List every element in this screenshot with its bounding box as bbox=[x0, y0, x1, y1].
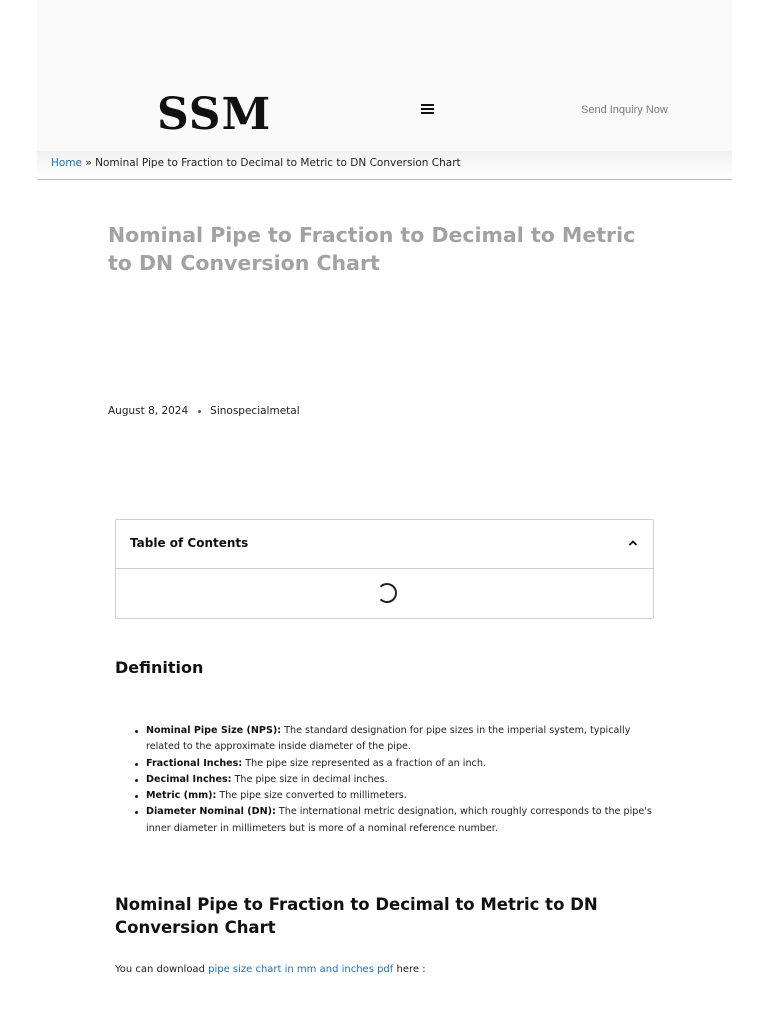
list-item bbox=[146, 804, 654, 837]
list-item-text: The pipe size represented as a fraction of an inch. bbox=[242, 757, 486, 769]
list-item-term: Fractional Inches: bbox=[146, 757, 243, 769]
meta-separator-dot bbox=[198, 410, 201, 413]
list-item bbox=[146, 788, 654, 804]
chevron-up-icon[interactable] bbox=[627, 537, 639, 549]
toc-header[interactable] bbox=[116, 520, 653, 569]
breadcrumb bbox=[37, 151, 732, 180]
list-item-text: The pipe size in decimal inches. bbox=[231, 773, 388, 785]
list-item-term: Diameter Nominal (DN): bbox=[146, 806, 276, 818]
list-item bbox=[146, 723, 654, 756]
list-item-text: The pipe size converted to millimeters. bbox=[216, 790, 407, 802]
definition-heading: Definition bbox=[115, 658, 204, 677]
spinner-icon bbox=[377, 583, 397, 603]
breadcrumb-separator: » bbox=[85, 157, 92, 169]
list-item-term: Nominal Pipe Size (NPS): bbox=[146, 725, 282, 736]
breadcrumb-home-link[interactable]: Home bbox=[51, 157, 83, 169]
site-logo[interactable]: SSM bbox=[157, 89, 272, 140]
table-of-contents bbox=[115, 519, 654, 619]
list-item bbox=[146, 772, 654, 788]
post-meta bbox=[108, 405, 300, 417]
breadcrumb-current: Nominal Pipe to Fraction to Decimal to Metric to DN Conversion Chart bbox=[95, 157, 461, 169]
list-item-term: Metric (mm): bbox=[146, 790, 217, 802]
send-inquiry-button[interactable]: Send Inquiry Now bbox=[581, 104, 668, 116]
toc-title: Table of Contents bbox=[130, 536, 249, 550]
list-item bbox=[146, 756, 654, 772]
post-author[interactable]: Sinospecialmetal bbox=[210, 405, 300, 417]
list-item-term: Decimal Inches: bbox=[146, 773, 232, 785]
download-suffix: here : bbox=[393, 964, 426, 975]
page-title: Nominal Pipe to Fraction to Decimal to Metric to DN Conversion Chart bbox=[108, 223, 636, 275]
definition-list bbox=[146, 723, 654, 837]
hamburger-icon[interactable] bbox=[417, 99, 437, 119]
conversion-chart-heading: Nominal Pipe to Fraction to Decimal to Metric to DN Conversion Chart bbox=[115, 895, 598, 937]
post-date[interactable]: August 8, 2024 bbox=[108, 405, 189, 417]
list-item-text: The standard designation for pipe sizes in the imperial system, typically related to the approximate inside diameter of the pipe. bbox=[146, 725, 631, 753]
download-prefix: You can download bbox=[115, 964, 209, 975]
pipe-size-chart-pdf-link[interactable]: pipe size chart in mm and inches pdf bbox=[208, 964, 394, 975]
site-header bbox=[37, 0, 732, 151]
list-item-text: The international metric designation, which roughly corresponds to the pipe's inner diameter in millimeters but is more of a nominal reference number. bbox=[146, 806, 652, 834]
download-paragraph bbox=[115, 964, 426, 975]
